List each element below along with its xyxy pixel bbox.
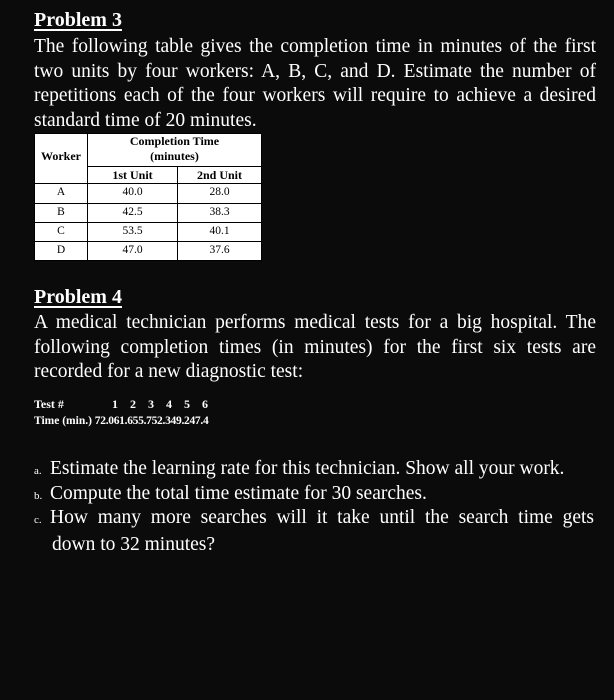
time-value: 61.6 <box>113 415 133 427</box>
problem-3-line: repetitions each of the four workers will require to achieve a desired <box>34 85 596 106</box>
worker-cell: C <box>57 225 65 237</box>
worker-header: Worker <box>41 149 81 163</box>
second-unit-header: 2nd Unit <box>196 168 243 182</box>
second-unit-cell: 38.3 <box>209 206 230 218</box>
question-c <box>34 506 596 557</box>
table-rule <box>34 241 262 242</box>
time-label: Time (min.) <box>34 415 92 427</box>
problem-4-line: recorded for a new diagnostic test: <box>34 361 304 382</box>
worker-cell: A <box>56 186 66 198</box>
time-value: 47.4 <box>189 415 209 427</box>
time-value: 72.0 <box>94 415 114 427</box>
first-unit-cell: 47.0 <box>122 244 143 256</box>
problem-3-line: two units by four workers: A, B, C, and D. Estimate the number of <box>34 60 596 82</box>
table-rule <box>34 183 262 184</box>
completion-time-header <box>88 134 261 164</box>
question-text: How many more searches will it take until the search time gets <box>50 507 594 528</box>
table-rule <box>34 222 262 223</box>
problem-3-line: standard time of 20 minutes. <box>34 109 257 131</box>
worker-cell: B <box>57 206 65 218</box>
table-rule <box>34 203 262 204</box>
second-unit-cell: 40.1 <box>209 225 230 237</box>
second-unit-cell: 28.0 <box>209 186 230 198</box>
question-label: a. <box>34 465 42 477</box>
test-number: 3 <box>148 397 154 411</box>
completion-time-header-line1: Completion Time <box>129 134 220 148</box>
test-number: 5 <box>184 397 190 411</box>
time-row <box>34 415 208 427</box>
problem-4-text <box>34 311 596 385</box>
test-number: 2 <box>130 397 136 411</box>
worker-cell: D <box>56 244 66 256</box>
first-unit-header: 1st Unit <box>112 168 153 182</box>
question-text-continued: down to 32 minutes? <box>52 533 216 555</box>
test-number-row <box>34 397 214 412</box>
time-value: 52.3 <box>151 415 171 427</box>
test-number: 1 <box>112 397 118 411</box>
test-number-label: Test # <box>34 397 64 411</box>
problem-3-text <box>34 35 596 133</box>
completion-time-header-line2: (minutes) <box>150 149 199 163</box>
test-number: 4 <box>166 397 172 411</box>
question-text: Compute the total time estimate for 30 searches. <box>50 483 427 504</box>
question-b <box>34 482 596 509</box>
table-border <box>34 260 262 261</box>
question-label: c. <box>34 514 42 526</box>
question-text: Estimate the learning rate for this technician. Show all your work. <box>50 458 565 479</box>
problem-4-heading: Problem 4 <box>34 286 122 308</box>
question-label: b. <box>34 490 43 502</box>
first-unit-cell: 53.5 <box>122 225 143 237</box>
problem-4-line: A medical technician performs medical tests for a big hospital. The <box>34 312 596 333</box>
problem-3-line: The following table gives the completion time in minutes of the first <box>34 36 596 57</box>
time-value: 55.7 <box>132 415 152 427</box>
second-unit-cell: 37.6 <box>209 244 230 256</box>
question-a <box>34 457 596 484</box>
test-number: 6 <box>202 397 208 411</box>
problem-4-line: following completion times (in minutes) for the first six tests are <box>34 336 596 358</box>
table-rule <box>87 166 262 167</box>
first-unit-cell: 40.0 <box>122 186 143 198</box>
completion-time-table <box>34 133 262 261</box>
problem-3-heading: Problem 3 <box>34 9 122 31</box>
time-value: 49.2 <box>170 415 190 427</box>
first-unit-cell: 42.5 <box>122 206 143 218</box>
